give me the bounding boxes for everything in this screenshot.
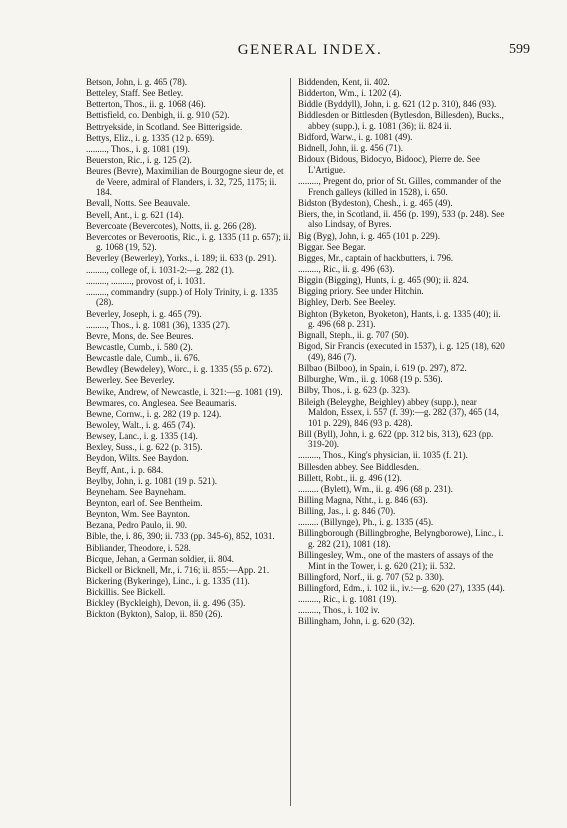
index-entry: Bidston (Bydeston), Chesh., i. g. 465 (49). (298, 197, 453, 208)
index-entry: Bewne, Cornw., i. g. 282 (19 p. 124). (86, 408, 222, 419)
index-entry: Biddle (Byddyll), John, i. g. 621 (12 p. 310), 846 (93). (298, 99, 497, 110)
index-entry: Bigod, Sir Francis (executed in 1537), i. g. 125 (18), 620 (49), 846 (7). (298, 341, 505, 362)
index-entry: Billingborough (Billingbroghe, Belyngborowe), Linc., i. g. 282 (21), 1081 (18). (298, 528, 504, 549)
index-entry: Bevall, Notts. See Beauvale. (86, 198, 191, 209)
index-entry: Billingesley, Wm., one of the masters of assays of the Mint in the Tower, i. g. 620 (21); ii. 532. (298, 550, 494, 571)
index-entry: Betterton, Thos., ii. g. 1068 (46). (86, 99, 206, 110)
index-entry: Beures (Bevre), Maximilian de Bourgogne sieur de, et de Veere, admiral of Flanders, i. 32, 725, 1175; ii. 184. (86, 166, 284, 198)
index-entry: Bickering (Bykeringe), Linc., i. g. 1335 (11). (86, 575, 250, 586)
index-entry: Bighton (Byketon, Byoketon), Hants, i. g. 1335 (40); ii. g. 496 (68 p. 231). (298, 308, 501, 330)
index-entry: Billing Magna, Ntht., i. g. 846 (63). (298, 495, 428, 505)
index-entry: Bettryekside, in Scotland. See Bitterigside. (86, 121, 243, 132)
index-entry: Bewike, Andrew, of Newcastle, i. 321:—g. 1081 (19). (86, 386, 283, 397)
index-entry: ........., college of, i. 1031-2:—g. 282 (1). (86, 264, 234, 275)
index-entry: Bidderton, Wm., i. 1202 (4). (298, 88, 402, 99)
index-entry: Biggin (Bigging), Hunts, i. g. 465 (90); ii. 824. (298, 275, 469, 286)
index-entry: Bewmares, co. Anglesea. See Beaumaris. (86, 397, 237, 408)
index-entry: ........., Thos., i. g. 1081 (19). (86, 143, 190, 154)
index-entry: Biddlesden or Bittlesden (Bytlesdon, Billesden), Bucks., abbey (supp.), i. g. 1081 (36); ii. 824 ii. (298, 110, 504, 131)
index-entry: Bilby, Thos., i. g. 623 (p. 323). (298, 385, 411, 396)
index-entry: Bighley, Derb. See Beeley. (298, 297, 396, 308)
index-entry: Bevercotes or Beverootis, Ric., i. g. 1335 (11 p. 657); ii. g. 1068 (19, 52). (86, 231, 291, 253)
index-entry: ........., Thos., i. g. 1081 (36), 1335 (27). (86, 319, 231, 330)
index-entry: Biddenden, Kent, ii. 402. (298, 77, 390, 87)
index-entry: Beylby, John, i. g. 1081 (19 p. 521). (86, 475, 218, 486)
index-entry: Bewsey, Lanc., i. g. 1335 (14). (86, 431, 198, 442)
index-entry: Beuerston, Ric., i. g. 125 (2). (86, 154, 192, 165)
index-entry: Bettys, Eliz., i. g. 1335 (12 p. 659). (86, 132, 215, 143)
index-entry: Bewdley (Bewdeley), Worc., i. g. 1335 (55 p. 672). (86, 364, 273, 375)
index-entry: Big (Byg), John, i. g. 465 (101 p. 229). (298, 230, 440, 241)
index-entry: Bettisfield, co. Denbigh, ii. g. 910 (52). (86, 110, 230, 121)
index-entry: Bickillis. See Bickell. (86, 587, 166, 598)
index-entry: Bewerley. See Beverley. (86, 375, 175, 386)
index-entry: Bewcastle dale, Cumb., ii. 676. (86, 353, 200, 364)
index-entry: ........., commandry (supp.) of Holy Trinity, i. g. 1335 (28). (86, 286, 278, 308)
index-entry: Billingford, Norf., ii. g. 707 (52 p. 330). (298, 571, 444, 582)
index-entry: Billingford, Edm., i. 102 ii., iv.:—g. 620 (27), 1335 (44). (298, 582, 505, 593)
index-entry: Bileigh (Beleyghe, Beighley) abbey (supp.), near Maldon, Essex, i. 557 (f. 39):—g. 282 (37), 465 (14, 101 p. 229), 846 (93 p. 428). (298, 396, 499, 428)
index-entry: ......... (Bylett), Wm., ii. g. 496 (68 p. 231). (298, 483, 453, 494)
index-entry: ........., Pregent do, prior of St. Gilles, commander of the French galleys (killed in 1528), i. 650. (298, 176, 502, 197)
index-entry: Beyneham. See Bayneham. (86, 486, 187, 497)
index-column-right (298, 77, 508, 628)
index-entry: Bilburghe, Wm., ii. g. 1068 (19 p. 536). (298, 374, 443, 385)
index-entry: Bill (Byll), John, i. g. 622 (pp. 312 bis, 313), 623 (pp. 319-20). (298, 428, 494, 450)
index-entry: Bewoley, Walt., i. g. 465 (74). (86, 419, 196, 430)
index-entry: Bicque, Jehan, a German soldier, ii. 804. (86, 553, 234, 564)
index-entry: ........., Ric., i. g. 1081 (19). (298, 594, 397, 605)
index-entry: Beverley, Joseph, i. g. 465 (79). (86, 308, 202, 319)
index-entry: Betson, John, i. g. 465 (78). (86, 77, 188, 87)
index-entry: Billesden abbey. See Biddlesden. (298, 461, 419, 472)
page-header (90, 42, 530, 64)
index-entry: Bickley (Byckleigh), Devon, ii. g. 496 (35). (86, 598, 246, 609)
index-entry: Beynton, Wm. See Baynton. (86, 509, 190, 520)
index-entry: Beynton, earl of. See Bentheim. (86, 497, 203, 508)
index-entry: Bignall, Steph., ii. g. 707 (50). (298, 330, 409, 341)
index-entry: Beydon, Wilts. See Baydon. (86, 453, 189, 464)
index-entry: Billett, Robt., ii. g. 496 (12). (298, 472, 402, 483)
index-entry: Bezana, Pedro Paulo, ii. 90. (86, 520, 188, 531)
index-entry: ........., Thos., i. 102 iv. (298, 605, 380, 616)
index-entry: Beverley (Bewerley), Yorks., i. 189; ii. 633 (p. 291). (86, 253, 277, 264)
index-entry: Bibliander, Theodore, i. 528. (86, 542, 191, 553)
index-entry: ......... (Billynge), Ph., i. g. 1335 (45). (298, 517, 434, 528)
index-entry: Bidford, Warw., i. g. 1081 (49). (298, 132, 413, 143)
page-number: 599 (509, 42, 530, 57)
index-entry: Bexley, Suss., i. g. 622 (p. 315). (86, 442, 203, 453)
index-entry: ........., ........., provost of, i. 1031. (86, 275, 206, 286)
index-column-left (86, 77, 292, 621)
index-entry: Betteley, Staff. See Betley. (86, 88, 184, 99)
index-entry: Bevell, Ant., i. g. 621 (14). (86, 209, 184, 220)
index-entry: Bible, the, i. 86, 390; ii. 733 (pp. 345-6), 852, 1031. (86, 531, 275, 542)
index-entry: Bigges, Mr., captain of hackbutters, i. 796. (298, 252, 454, 263)
index-entry: Biers, the, in Scotland, ii. 456 (p. 199), 533 (p. 248). See also Lindsay, of Byres. (298, 208, 505, 230)
index-entry: ........., Thos., King's physician, ii. 1035 (f. 21). (298, 450, 468, 461)
index-entry: ........., Ric., ii. g. 496 (63). (298, 264, 395, 275)
index-entry: Bilbao (Bilboo), in Spain, i. 619 (p. 297), 872. (298, 363, 467, 374)
index-entry: Biggar. See Begar. (298, 241, 366, 252)
index-entry: Bidoux (Bidous, Bidocyo, Bidooc), Pierre de. See L'Artigue. (298, 154, 480, 175)
index-entry: Billing, Jas., i. g. 846 (70). (298, 506, 396, 517)
index-entry: Bickell or Bicknell, Mr., i. 716; ii. 855:—App. 21. (86, 564, 270, 575)
index-entry: Bevre, Mons, de. See Beures. (86, 330, 194, 341)
index-entry: Beyff, Ant., i. p. 684. (86, 464, 164, 475)
running-title: GENERAL INDEX. (237, 42, 383, 58)
index-entry: Billingham, John, i. g. 620 (32). (298, 616, 415, 627)
index-entry: Bigging priory. See under Hitchin. (298, 286, 424, 297)
index-entry: Bevercoate (Bevercotes), Notts, ii. g. 266 (28). (86, 220, 257, 231)
index-entry: Bewcastle, Cumb., i. 580 (2). (86, 342, 193, 352)
index-entry: Bickton (Bykton), Salop, ii. 850 (26). (86, 609, 223, 620)
index-entry: Bidnell, John, ii. g. 456 (71). (298, 143, 404, 154)
